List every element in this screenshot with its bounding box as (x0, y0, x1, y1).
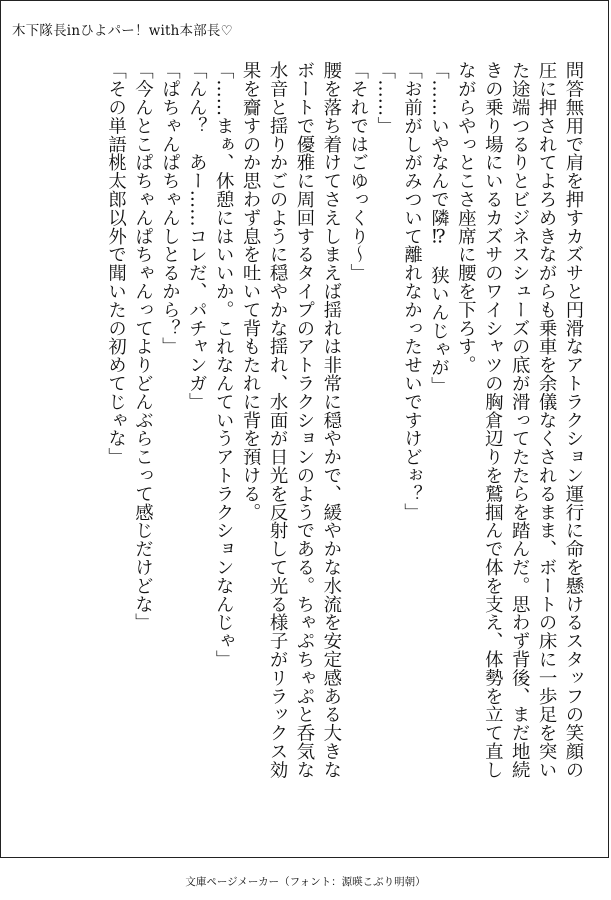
text-line: 「お前がしがみついて離れなかったせいですけどぉ？」 (401, 61, 423, 521)
text-line: ボートで優雅に周回するタイプのアトラクションのようである。ちゃぷちゃぷと呑気な (293, 61, 315, 779)
text-line: た途端つるりとビジネスシューズの底が滑ってたたらを踏んだ。思わず背後、まだ地続 (509, 61, 531, 779)
text-line: 「……まぁ、休憩にはいいか。これなんていうアトラクションなんじゃ」 (213, 61, 235, 669)
text-line: 「それではごゆっくり〜」 (347, 61, 369, 282)
text-line: 「……いやなんで隣⁉ 狭いんじゃが」 (428, 61, 450, 395)
text-line: 水音と揺りかごのように穏やかな揺れ、水面が日光を反射して光る様子がリラックス効 (267, 61, 289, 779)
text-line: 果を齎すのか思わず息を吐いて背もたれに背を預ける。 (240, 61, 262, 521)
text-line: 「今んとこぱちゃんぱちゃんってよりどんぶらこって感じだけどな」 (132, 61, 154, 632)
text-line: 「……」 (374, 61, 396, 135)
footer-credit: 文庫ページメーカー（フォント：源暎こぶり明朝） (185, 876, 426, 888)
text-line: 「んん？ あー……コレだ、パチャンガ」 (186, 61, 208, 411)
text-line: 「その単語桃太郎以外で聞いたの初めてじゃな」 (105, 61, 127, 466)
vertical-body-text (102, 61, 586, 851)
text-line: 「ぱちゃんぱちゃんしとるから？」 (159, 61, 181, 356)
text-line: 圧に押されてよろめきながらも乗車を余儀なくされるまま、ボートの床に一歩足を突い (536, 61, 558, 779)
page-title: 木下隊長inひよパー！with本部長♡ (12, 23, 233, 39)
text-line: 問答無用で肩を押すカズサと円滑なアトラクション運行に命を懸けるスタッフの笑顔の (563, 61, 584, 779)
text-line: ながらやっとこさ座席に腰を下ろす。 (455, 61, 477, 374)
text-line: 腰を落ち着けてさえしまえば揺れは非常に穏やかで、緩やかな水流を安定感ある大きな (320, 61, 342, 779)
text-line: きの乗り場にいるカズサのワイシャツの胸倉辺りを鷲掴んで体を支え、体勢を立て直し (482, 61, 504, 779)
